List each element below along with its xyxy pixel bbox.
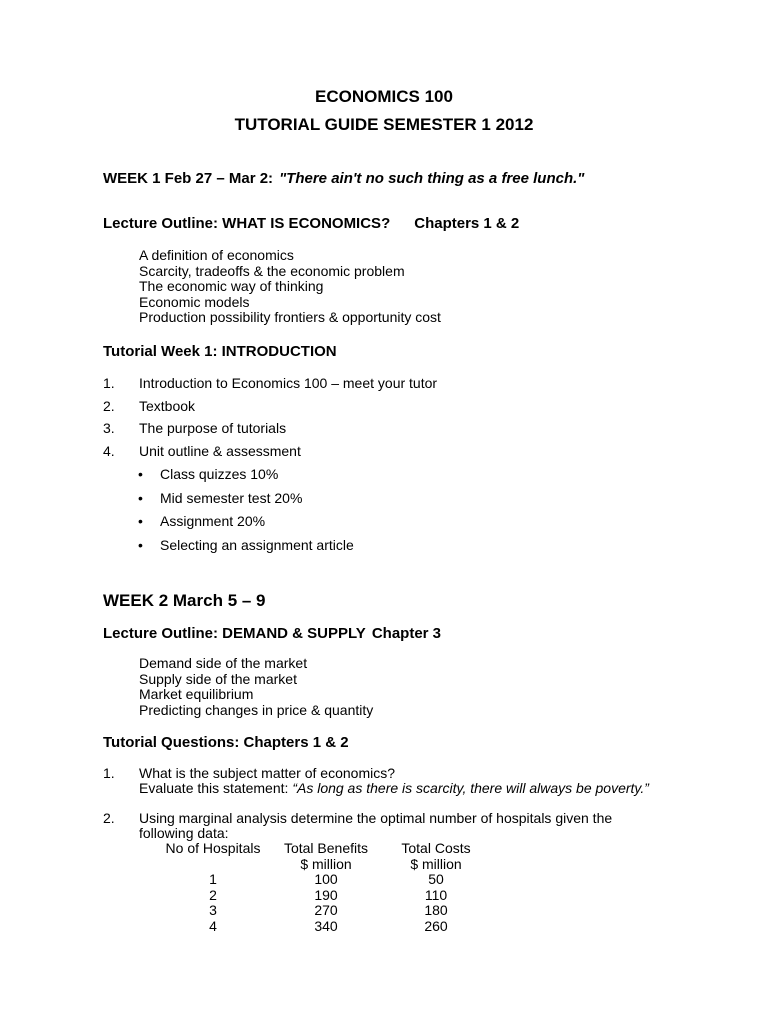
table-row	[160, 888, 486, 904]
table-cell: 110	[424, 886, 448, 903]
table-cell: 4	[209, 917, 217, 934]
question-2-number: 2.	[103, 810, 115, 826]
table-cell: 3	[209, 902, 217, 918]
week1-heading	[103, 170, 584, 187]
unit-cell: $ million	[410, 855, 462, 872]
hospitals-data-table	[160, 841, 486, 934]
table-cell: 1	[209, 871, 217, 887]
week1-lecture-title: Lecture Outline: WHAT IS ECONOMICS?	[103, 215, 391, 232]
week2-heading: WEEK 2 March 5 – 9	[103, 591, 266, 610]
item-text: Assignment 20%	[160, 513, 266, 529]
week2-lecture-chapters: Chapter 3	[371, 625, 442, 642]
item-text: Selecting an assignment article	[160, 536, 354, 553]
table-cell: 340	[314, 917, 338, 934]
question-1-statement	[139, 780, 649, 796]
bullet-icon: •	[138, 536, 143, 553]
item-text: Textbook	[139, 397, 196, 414]
unit-cell	[160, 857, 266, 873]
item-number: 3.	[103, 420, 115, 436]
column-header: Total Benefits	[283, 840, 369, 856]
week1-tutorial-heading: Tutorial Week 1: INTRODUCTION	[103, 343, 337, 360]
item-text: The purpose of tutorials	[139, 420, 287, 436]
week1-lecture-chapters: Chapters 1 & 2	[414, 215, 520, 232]
week1-dates: WEEK 1 Feb 27 – Mar 2:	[103, 170, 274, 187]
list-item: Predicting changes in price & quantity	[139, 701, 374, 718]
table-row	[160, 872, 486, 888]
bullet-icon: •	[138, 466, 143, 482]
item-text: Class quizzes 10%	[160, 466, 279, 482]
list-item: Market equilibrium	[139, 686, 254, 702]
bullet-icon: •	[138, 513, 143, 529]
list-item: Production possibility frontiers & opportunity cost	[139, 309, 441, 325]
question-1-number: 1.	[103, 765, 115, 781]
list-item: A definition of economics	[139, 247, 294, 263]
item-text: Unit outline & assessment	[139, 442, 301, 459]
item-number: 1.	[103, 375, 115, 391]
table-cell: 50	[428, 871, 444, 887]
question-2-text: Using marginal analysis determine the optimal number of hospitals given the	[139, 810, 613, 826]
week1-quote: "There ain't no such thing as a free lunch."	[279, 170, 585, 187]
table-cell: 180	[424, 902, 448, 918]
table-header-row	[160, 841, 486, 857]
table-cell: 2	[209, 886, 217, 903]
week2-lecture-topics	[139, 656, 373, 718]
question-1-text: What is the subject matter of economics?	[139, 765, 395, 781]
table-row	[160, 903, 486, 919]
statement-quote: “As long as there is scarcity, there will always be poverty.”	[292, 780, 649, 796]
statement-prefix: Evaluate this statement:	[139, 780, 289, 796]
week1-lecture-heading	[103, 215, 519, 232]
question-2-text-cont: following data:	[139, 825, 229, 841]
unit-cell: $ million	[300, 855, 352, 872]
week2-lecture-heading	[103, 625, 441, 642]
table-units-row	[160, 857, 486, 873]
table-row	[160, 919, 486, 935]
tutorial-questions-heading: Tutorial Questions: Chapters 1 & 2	[103, 734, 349, 751]
table-cell: 190	[314, 886, 338, 903]
week2-lecture-title: Lecture Outline: DEMAND & SUPPLY	[103, 625, 366, 642]
item-text: Mid semester test 20%	[160, 489, 303, 506]
item-text: Introduction to Economics 100 – meet your tutor	[139, 375, 438, 391]
item-number: 2.	[103, 397, 115, 414]
guide-title: TUTORIAL GUIDE SEMESTER 1 2012	[234, 115, 534, 134]
item-number: 4.	[103, 442, 115, 459]
list-item: Demand side of the market	[139, 655, 308, 671]
column-header: No of Hospitals	[165, 840, 261, 856]
column-header: Total Costs	[401, 840, 471, 856]
table-cell: 270	[314, 902, 338, 918]
table-cell: 260	[424, 917, 448, 934]
list-item: Scarcity, tradeoffs & the economic problem	[139, 262, 405, 279]
list-item: Economic models	[139, 293, 250, 310]
course-title: ECONOMICS 100	[315, 87, 453, 106]
bullet-icon: •	[138, 489, 143, 506]
table-cell: 100	[314, 871, 338, 887]
list-item: The economic way of thinking	[139, 278, 324, 294]
week1-lecture-topics	[139, 248, 441, 326]
list-item: Supply side of the market	[139, 670, 297, 687]
